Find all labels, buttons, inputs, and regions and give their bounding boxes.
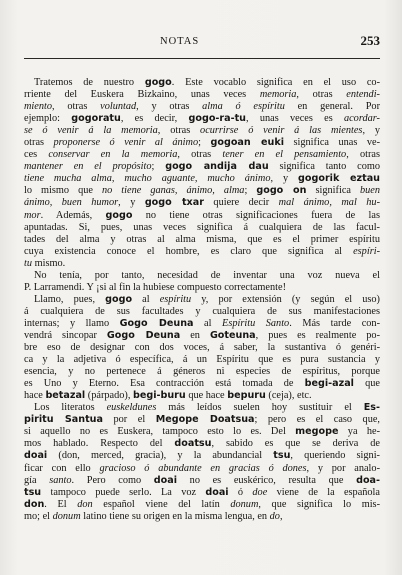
text-run: esencia, y no pertenece á géneros ni especies de espíritus, porque <box>24 366 380 378</box>
text-run: á cualquiera de sus facultades y cualquiera de sus manifestaciones <box>24 305 380 317</box>
italic-phrase: tener en el pensamiento <box>222 149 347 161</box>
text-run: ; <box>198 137 211 149</box>
text-run: al <box>132 293 160 305</box>
text-run: mismo. <box>32 257 66 269</box>
text-line <box>24 366 380 378</box>
text-run: . Además, <box>40 209 106 221</box>
text-run: hace <box>24 390 46 402</box>
text-run: vendrá sincopar <box>24 329 107 341</box>
italic-phrase: miento <box>24 101 53 113</box>
text-run: en general. Por <box>284 101 380 113</box>
basque-term: don <box>24 498 45 510</box>
italic-phrase: euskeldunes <box>106 402 157 414</box>
header-rule <box>24 58 380 59</box>
basque-term: megope <box>295 426 339 438</box>
text-run: español viene del latín <box>92 498 231 510</box>
italic-phrase: mor <box>24 209 41 221</box>
italic-phrase: donum <box>230 498 259 510</box>
text-run: que hace <box>185 390 228 402</box>
text-run: quiere decir <box>203 197 279 209</box>
text-line <box>24 390 380 402</box>
text-run: . El <box>44 498 78 510</box>
text-run: significa unas ve- <box>284 137 381 149</box>
italic-phrase: voluntad <box>100 101 137 113</box>
italic-phrase: Espíritu Santo <box>222 317 290 329</box>
text-run: , otras <box>157 125 201 137</box>
text-run: que <box>353 378 380 390</box>
italic-phrase: gracioso ó abundante en gracias ó dones <box>99 462 307 474</box>
italic-phrase: espíri- <box>353 245 380 257</box>
text-run: , otras <box>296 89 347 101</box>
italic-phrase: se ó venir á la memoria <box>24 125 158 137</box>
text-line <box>24 137 380 149</box>
basque-term: doai <box>24 450 48 462</box>
italic-phrase: buen <box>359 185 380 197</box>
text-line <box>24 426 380 438</box>
italic-phrase: memoria <box>259 89 297 101</box>
text-run: . Más tarde con- <box>289 317 381 329</box>
basque-term: begi-buru <box>132 390 186 402</box>
text-line <box>24 463 380 475</box>
basque-term: Gogo Deuna <box>119 317 194 329</box>
running-title: NOTAS <box>160 36 200 47</box>
text-run: P. Larramendi. Y ¡si al fin la hubiese compuesto correctamente! <box>24 281 286 293</box>
text-run: , y <box>362 125 380 137</box>
text-line <box>24 330 380 342</box>
text-run: , sabido es que se deriva de <box>211 438 380 450</box>
basque-term: gogo-ra-tu <box>188 113 247 125</box>
text-run: , y otras <box>136 101 203 113</box>
italic-phrase: ocurrirse ó venir á las mientes <box>200 125 363 137</box>
text-line <box>24 487 380 499</box>
basque-term: gogo andija dau <box>165 161 269 173</box>
text-run: internas; y llamo <box>24 317 120 329</box>
text-run: ficar con ello <box>24 462 100 474</box>
basque-term: tsu <box>273 450 291 462</box>
basque-term: Es- <box>363 402 380 414</box>
text-line <box>24 414 380 426</box>
text-run: significa <box>306 185 360 197</box>
text-line <box>24 222 380 234</box>
text-run: , y por analo- <box>306 462 380 474</box>
text-line <box>24 438 380 450</box>
text-run: ces <box>24 149 49 161</box>
text-run: es Uno y Eterno. Esa contracción está tomada de <box>24 378 305 390</box>
basque-term: begi-azal <box>304 378 354 390</box>
text-line <box>24 499 380 511</box>
text-run: mos hablado. Respecto del <box>24 438 175 450</box>
text-run: bre eso de designar con dos voces, á saber, la sustantiva ó genéri- <box>24 342 380 354</box>
text-run: Tratemos de nuestro <box>34 77 145 88</box>
text-run: , otras <box>52 101 101 113</box>
italic-phrase: entendi- <box>346 89 380 101</box>
basque-term: Megope Doatsua <box>155 414 255 426</box>
text-run: (don, merced, gracia), y la abundancial <box>47 450 274 462</box>
basque-term: Goteuna <box>209 329 256 341</box>
italic-phrase: tiene mucha alma, mucho aguante, mucho ánimo <box>24 173 271 185</box>
italic-phrase: santo <box>49 474 72 486</box>
text-run: , <box>279 510 283 522</box>
text-line <box>24 475 380 487</box>
text-run: , y <box>270 173 299 185</box>
basque-term: gogoan euki <box>210 137 285 149</box>
italic-phrase: mal ánimo, mal hu- <box>278 197 381 209</box>
text-run: ca y la adjetiva ó específica, á un Espíritu que es pura sustancia y <box>24 354 380 366</box>
text-run: y, por extensión (y según el uso) <box>191 293 380 305</box>
text-run: mo; el <box>24 510 53 522</box>
text-line <box>24 306 380 318</box>
text-line <box>24 450 380 462</box>
text-line <box>24 185 380 197</box>
text-run: ya he- <box>338 426 381 438</box>
basque-term: gogo <box>105 209 133 221</box>
text-line <box>24 210 380 222</box>
text-line <box>24 246 380 258</box>
text-line <box>24 258 380 270</box>
text-run: no es euskérico, resulta que <box>177 474 357 486</box>
text-line <box>24 125 380 137</box>
italic-phrase: no tiene ganas, ánimo, alma <box>101 185 245 197</box>
basque-term: betazal <box>45 390 86 402</box>
text-line <box>24 294 380 306</box>
basque-term: doatsu <box>174 438 212 450</box>
text-run: , y <box>118 197 145 209</box>
text-run: tades del alma y otras al alma misma, que es el primer espíritu <box>24 233 380 245</box>
text-run: viene de la española <box>267 486 380 498</box>
text-run: . Pero como <box>71 474 154 486</box>
italic-phrase: don <box>77 498 93 510</box>
text-run: por el <box>102 414 156 426</box>
text-run: , pues es realmente po- <box>255 329 380 341</box>
text-run: (ceja), etc. <box>265 390 312 402</box>
text-run: , es decir, <box>120 113 189 125</box>
basque-term: gogoratu <box>71 113 121 125</box>
text-run: No tenía, por tanto, necesidad de inventar una voz nueva el <box>34 269 380 281</box>
italic-phrase: conservar en la memoria <box>48 149 178 161</box>
text-line <box>24 173 380 185</box>
basque-term: gogo on <box>256 185 307 197</box>
text-run: , otras <box>177 149 223 161</box>
text-line <box>24 511 380 523</box>
text-line <box>24 378 380 390</box>
text-line <box>24 282 380 294</box>
italic-phrase: espíritu <box>159 293 192 305</box>
basque-term: gogo txar <box>144 197 204 209</box>
text-run: ó <box>228 486 253 498</box>
text-line <box>24 89 380 101</box>
text-line <box>24 149 380 161</box>
body-text <box>24 77 380 523</box>
text-run: si aquello no es Euskera, tampoco esto lo es. Del <box>24 426 296 438</box>
text-run: lo mismo que <box>24 185 102 197</box>
text-run: , que significa lo mis- <box>258 498 380 510</box>
italic-phrase: acordar- <box>343 113 380 125</box>
text-run: Los literatos <box>34 402 107 414</box>
text-run: gía <box>24 474 50 486</box>
text-run: , queriendo signi- <box>290 450 380 462</box>
text-line <box>24 270 380 282</box>
text-run: significa tanto como <box>268 161 380 173</box>
basque-term: tsu <box>24 486 42 498</box>
text-run: tampoco puede serlo. La voz <box>41 486 206 498</box>
text-run: Llamo, pues, <box>34 293 106 305</box>
basque-term: doai <box>205 486 229 498</box>
text-run: rriente del Euskera Bizkaino, unas veces <box>24 89 260 101</box>
text-line <box>24 354 380 366</box>
basque-term: Gogo Deuna <box>106 329 181 341</box>
text-run: ; <box>151 161 166 173</box>
text-line <box>24 197 380 209</box>
text-run: no tiene otras significaciones fuera de las <box>132 209 380 221</box>
italic-phrase: tu <box>24 257 33 269</box>
text-run: en <box>180 329 210 341</box>
basque-term: doai <box>153 474 178 486</box>
italic-phrase: doe <box>252 486 268 498</box>
text-line <box>24 342 380 354</box>
italic-phrase: ánimo, buen humor <box>24 197 119 209</box>
text-line <box>24 101 380 113</box>
text-line <box>24 113 380 125</box>
text-run: al <box>193 317 223 329</box>
text-run: otras <box>24 137 54 149</box>
italic-phrase: proponerse ó venir al ánimo <box>53 137 199 149</box>
italic-phrase: donum <box>52 510 81 522</box>
text-run: ; <box>244 185 257 197</box>
basque-term: gogo <box>105 293 133 305</box>
text-run: . Este vocablo significa en el uso co- <box>171 77 380 88</box>
text-line <box>24 402 380 414</box>
text-run: ejemplo: <box>24 113 72 125</box>
basque-term: gogorik eztau <box>298 173 381 185</box>
text-run: , otras <box>346 149 380 161</box>
text-line <box>24 77 380 89</box>
text-run: apuntadas. Si, pues, unas veces significa á cualquiera de las facul- <box>24 221 380 233</box>
basque-term: bepuru <box>227 390 266 402</box>
basque-term: doa- <box>356 474 380 486</box>
basque-term: piritu Santua <box>24 414 103 426</box>
text-run: , unas veces es <box>246 113 344 125</box>
text-run: más leídos suelen hoy sustituir el <box>156 402 364 414</box>
basque-term: gogo <box>144 77 172 88</box>
italic-phrase: alma ó espíritu <box>202 101 285 113</box>
text-line <box>24 161 380 173</box>
running-head <box>0 33 402 50</box>
text-run: cuya existencia conoce el hombre, es claro que significa al <box>24 245 354 257</box>
text-line <box>24 318 380 330</box>
text-line <box>24 234 380 246</box>
italic-phrase: do <box>269 510 280 522</box>
page-number: 253 <box>360 33 380 48</box>
text-run: (párpado), <box>85 390 133 402</box>
text-run: latino tiene su origen en la misma lengua, en <box>80 510 270 522</box>
text-run: ; pero es el caso que, <box>254 414 381 426</box>
italic-phrase: mantener en el propósito <box>24 161 152 173</box>
